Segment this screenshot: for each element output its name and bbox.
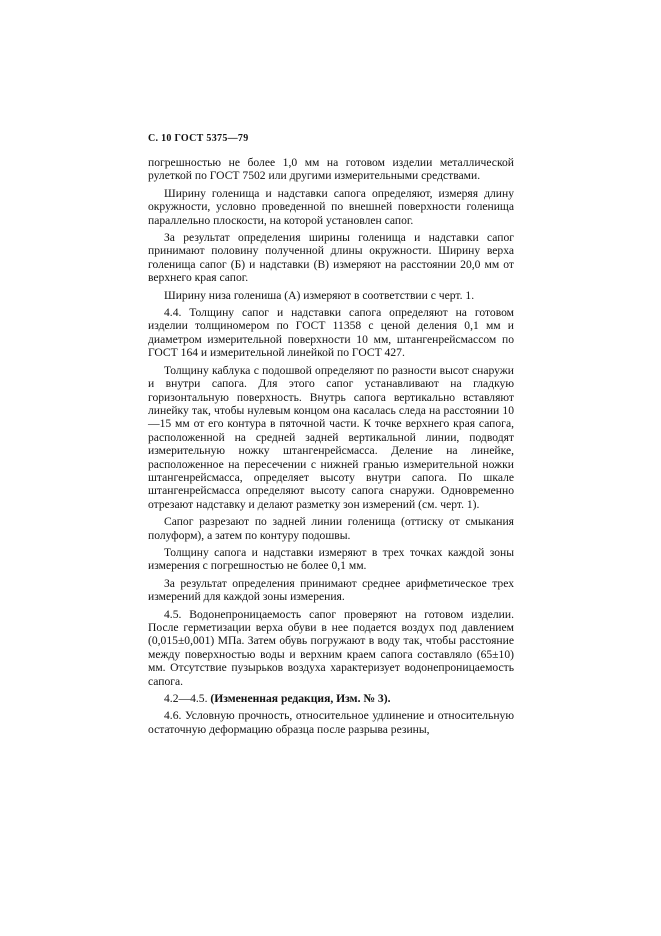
paragraph-4: Ширину низа голениша (А) измеряют в соответствии с черт. 1.	[164, 288, 475, 302]
document-body	[148, 156, 514, 736]
paragraph-9: За результат определения принимают среднее арифметическое трех измерений для каждой зоны измерения.	[148, 576, 514, 604]
amendment-note	[148, 692, 514, 705]
page-header: С. 10 ГОСТ 5375—79	[148, 133, 249, 144]
paragraph-2: Ширину голенища и надставки сапога определяют, измеряя длину окружности, условно проведенной по внешней поверхности голенища параллельно плоскости, на которой установлен сапог.	[148, 186, 514, 227]
paragraph-11: 4.6. Условную прочность, относительное удлинение и относительную остаточную деформацию образца после разрыва резины,	[148, 709, 514, 736]
amendment-prefix: 4.2—4.5.	[164, 692, 211, 706]
paragraph-6: Толщину каблука с подошвой определяют по разности высот снаружи и внутри сапога. Для этого сапог устанавливают на гладкую горизонтальную поверхность. Внутрь сапога вертикально вставляют линейку так, чтобы нулевым концом она касалась следа на расстоянии 10—15 мм от его контура в пяточной части. К точке верхнего края сапога, расположенной на средней задней вертикальной линии, подводят измерительную ножку штангенрейсмасса. Деление на линейке, расположенное на пересечении с нижней гранью измерительной ножки штангенрейсмасса, определяет высоту внутри сапога. По шкале штангенрейсмасса определяют высоту сапога снаружи. Одновременно отрезают надставку и делают разметку зон измерений (см. черт. 1).	[148, 363, 514, 511]
paragraph-5: 4.4. Толщину сапог и надставки сапога определяют на готовом изделии толщиномером по ГОСТ 11358 с ценой деления 0,1 мм и диаметром измерительной поверхности 10 мм, штангенрейсмассом по ГОСТ 164 и измерительной линейкой по ГОСТ 427.	[148, 306, 514, 360]
amendment-bold: (Измененная редакция, Изм. № 3).	[210, 692, 391, 706]
paragraph-8: Толщину сапога и надставки измеряют в трех точках каждой зоны измерения с погрешностью не более 0,1 мм.	[148, 545, 514, 573]
paragraph-1: погрешностью не более 1,0 мм на готовом изделии металлической рулеткой по ГОСТ 7502 или другими измерительными средствами.	[148, 156, 514, 183]
paragraph-3: За результат определения ширины голенища и надставки сапог принимают половину полученной длины окружности. Ширину верха голенища сапог (Б) и надставки (В) измеряют на расстоянии 20,0 мм от верхнего края сапог.	[148, 231, 514, 285]
document-page	[148, 133, 514, 736]
paragraph-7: Сапог разрезают по задней линии голенища (оттиску от смыкания полуформ), а затем по контуру подошвы.	[148, 515, 514, 542]
paragraph-10: 4.5. Водонепроницаемость сапог проверяют на готовом изделии. После герметизации верха обуви в нее подается воздух под давлением (0,015±0,001) МПа. Затем обувь погружают в воду так, чтобы расстояние между поверхностью воды и верхним краем сапога составляло (65±10) мм. Отсутствие пузырьков воздуха характеризует водонепроницаемость сапога.	[148, 607, 514, 688]
